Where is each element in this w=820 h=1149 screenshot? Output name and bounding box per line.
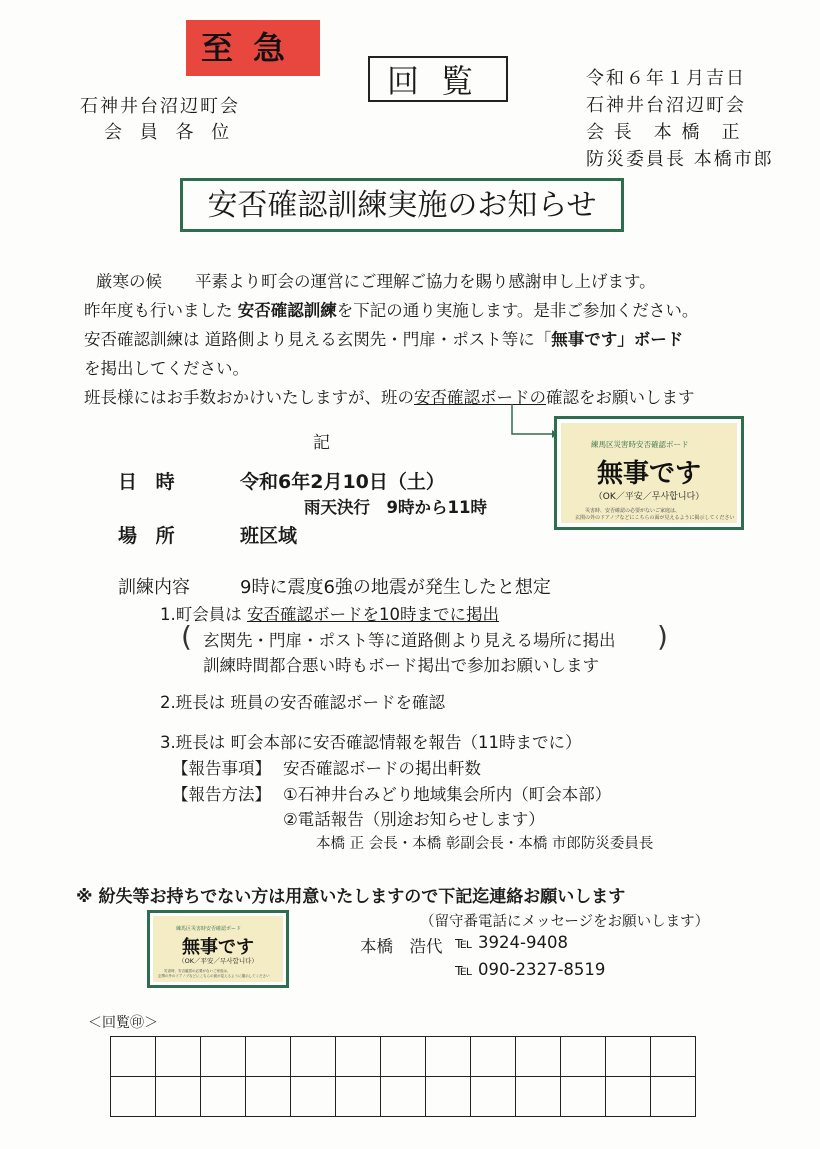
note-bracket-left: ( xyxy=(181,620,192,653)
notice-text: ※ 紛失等お持ちでない方は用意いたしますので下記迄連絡お願いします xyxy=(76,887,626,907)
report-method-2: ②電話報告（別途お知らせします） xyxy=(283,810,545,829)
stamp-cell[interactable] xyxy=(516,1037,561,1077)
stamp-cell[interactable] xyxy=(246,1077,291,1117)
board-header: 練馬区災害時安否確認ボード xyxy=(591,440,689,449)
stamp-cell[interactable] xyxy=(516,1077,561,1117)
training-item-2: 2.班長は 班員の安否確認ボードを確認 xyxy=(160,693,445,712)
stamp-cell[interactable] xyxy=(651,1037,696,1077)
board-main-text-small: 無事です xyxy=(182,937,254,958)
stamp-cell[interactable] xyxy=(561,1077,606,1117)
stamp-cell[interactable] xyxy=(426,1037,471,1077)
stamp-cell[interactable] xyxy=(561,1037,606,1077)
safety-board-image-large xyxy=(554,416,744,530)
stamp-row xyxy=(111,1077,696,1117)
recipient-members: 会 員 各 位 xyxy=(104,122,236,143)
board-fine-2: 玄関の外のドアノブなどにこちらの面が見えるように掲示してください xyxy=(575,515,735,521)
stamp-cell[interactable] xyxy=(291,1037,336,1077)
intro-line-3-emphasis: 無事です xyxy=(551,330,618,349)
intro-line-3a: 安否確認訓練は 道路側より見える玄関先・門扉・ポスト等に「 xyxy=(84,330,552,349)
place-label: 場 所 xyxy=(118,525,181,547)
stamp-cell[interactable] xyxy=(381,1077,426,1117)
intro-line-3 xyxy=(84,326,683,350)
board-fine-2-small: 玄関の外のドアノブなどにこちらの面が見えるように掲示してください xyxy=(158,974,270,978)
stamp-cell[interactable] xyxy=(606,1037,651,1077)
stamp-cell[interactable] xyxy=(381,1037,426,1077)
datetime-sub: 雨天決行 9時から11時 xyxy=(304,498,487,517)
training-item-1-note-1: 玄関先・門扉・ポスト等に道路側より見える場所に掲出 xyxy=(203,631,616,650)
intro-line-1: 厳寒の候 平素より町会の運営にご理解ご協力を賜り感謝申し上げます。 xyxy=(96,272,656,291)
intro-line-5-underlined: 安否確認ボードの xyxy=(414,388,546,407)
stamp-cell[interactable] xyxy=(201,1077,246,1117)
report-items-text: 安否確認ボードの掲出軒数 xyxy=(283,759,481,778)
intro-line-2a: 昨年度も行いました xyxy=(84,301,238,320)
circulation-box: 回覧 xyxy=(368,56,508,102)
sender-disaster-chair: 防災委員長 本橋市郎 xyxy=(586,149,774,170)
board-main-text: 無事です xyxy=(596,459,701,489)
stamp-cell[interactable] xyxy=(426,1077,471,1117)
sender-org: 石神井台沼辺町会 xyxy=(586,95,746,116)
intro-line-2c: を下記の通り実施します。是非ご参加ください。 xyxy=(336,301,699,320)
tel2-number: 090-2327-8519 xyxy=(478,960,606,979)
stamp-cell[interactable] xyxy=(111,1077,156,1117)
intro-line-4: を掲出してください。 xyxy=(84,359,249,378)
intro-line-3c: 」ボード xyxy=(617,330,684,349)
safety-board-image-small xyxy=(147,910,289,988)
intro-line-5c: 確認をお願いします xyxy=(546,388,695,407)
training-item-1-underlined: 安否確認ボードを10時までに掲出 xyxy=(247,605,499,624)
board-fine-1: 災害時、安否確認の必要がないご家庭は、 xyxy=(585,508,681,514)
datetime-label: 日 時 xyxy=(118,471,181,493)
page-title: 安否確認訓練実施のお知らせ xyxy=(180,178,624,232)
stamp-cell[interactable] xyxy=(651,1077,696,1117)
training-item-1-note-2: 訓練時間都合悪い時もボード掲出で参加お願いします xyxy=(203,656,599,675)
connector-line xyxy=(500,404,560,440)
report-method-label: 【報告方法】 xyxy=(172,785,271,804)
intro-line-2 xyxy=(84,297,698,321)
contact-persons: 本橋 正 会長・本橋 彰副会長・本橋 市郎防災委員長 xyxy=(316,836,654,852)
stamp-cell[interactable] xyxy=(246,1037,291,1077)
stamp-label: ＜回覧㊞＞ xyxy=(88,1015,158,1031)
stamp-grid xyxy=(110,1036,696,1117)
training-heading-label: 訓練内容 xyxy=(118,577,190,598)
board-fine-1-small: 災害時、安否確認の必要がないご家庭は、 xyxy=(164,969,231,973)
training-item-3: 3.班長は 町会本部に安否確認情報を報告（11時までに） xyxy=(160,733,582,752)
stamp-cell[interactable] xyxy=(471,1037,516,1077)
stamp-cell[interactable] xyxy=(156,1037,201,1077)
stamp-cell[interactable] xyxy=(336,1077,381,1117)
issue-date: 令和６年１月吉日 xyxy=(586,68,746,89)
datetime-value: 令和6年2月10日（土） xyxy=(240,471,445,493)
tel2-label: ℡ xyxy=(455,960,473,979)
report-items-label: 【報告事項】 xyxy=(172,759,271,778)
stamp-row xyxy=(111,1037,696,1077)
report-method-1: ①石神井台みどり地域集会所内（町会本部） xyxy=(283,785,612,804)
note-bracket-right: ) xyxy=(657,620,668,653)
stamp-cell[interactable] xyxy=(201,1037,246,1077)
tel1-label: ℡ xyxy=(455,933,473,952)
contact-name: 本橋 浩代 xyxy=(360,937,443,956)
stamp-cell[interactable] xyxy=(606,1077,651,1117)
sender-president: 会 長 本 橋 正 xyxy=(586,122,742,143)
intro-line-2-emphasis: 安否確認訓練 xyxy=(237,301,337,320)
stamp-cell[interactable] xyxy=(156,1077,201,1117)
intro-line-5 xyxy=(84,384,695,408)
urgent-stamp: 至急 xyxy=(186,20,320,76)
training-item-1a: 1.町会員は xyxy=(160,605,247,624)
tel1-number: 3924-9408 xyxy=(478,933,568,952)
stamp-cell[interactable] xyxy=(336,1037,381,1077)
stamp-cell[interactable] xyxy=(471,1077,516,1117)
training-heading-text: 9時に震度6強の地震が発生したと想定 xyxy=(240,577,551,598)
intro-line-5a: 班長様にはお手数おかけいたしますが、班の xyxy=(84,388,414,407)
training-item-1 xyxy=(160,601,499,625)
board-subtext-small: （OK／平安／무사합니다） xyxy=(178,957,258,965)
stamp-cell[interactable] xyxy=(111,1037,156,1077)
board-header-small: 練馬区災害時安否確認ボード xyxy=(176,926,242,932)
answering-machine-note: （留守番電話にメッセージをお願いします） xyxy=(420,914,710,930)
place-value: 班区域 xyxy=(240,525,298,547)
stamp-cell[interactable] xyxy=(291,1077,336,1117)
ki-marker: 記 xyxy=(313,433,330,453)
board-subtext: （OK／平安／무사합니다） xyxy=(593,492,705,502)
recipient-org: 石神井台沼辺町会 xyxy=(80,96,240,117)
